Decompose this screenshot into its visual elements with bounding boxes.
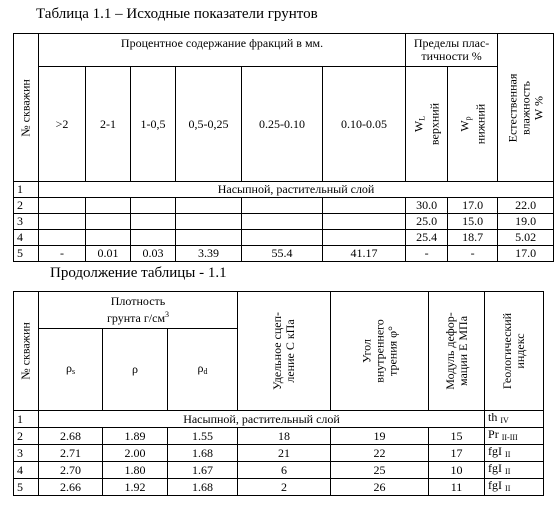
t1-cell	[242, 214, 323, 230]
t1-fraction-0: >2	[39, 67, 86, 182]
t1-cell: 3.39	[176, 246, 242, 262]
t1-cell: 0.01	[86, 246, 131, 262]
t1-header-fractions: Процентное содержание фракций в мм.	[39, 34, 406, 67]
t2-cell: 1.80	[103, 462, 168, 479]
t2-cell-index: fgI $_{II}$	[485, 445, 544, 462]
t1-cell: 41.17	[323, 246, 406, 262]
table-row	[14, 198, 554, 214]
t2-cell: 10	[429, 462, 485, 479]
t2-cell-index: fgI $_{II}$	[485, 479, 544, 496]
table-row	[14, 230, 554, 246]
table-row	[14, 246, 554, 262]
t2-cell: 1.55	[168, 428, 238, 445]
t1-cell: 4	[14, 230, 39, 246]
table1-title: Таблица 1.1 – Исходные показатели грунтов	[36, 6, 318, 22]
t2-cell: 2.70	[39, 462, 103, 479]
t2-cell: 1.92	[103, 479, 168, 496]
t1-cell: 15.0	[448, 214, 498, 230]
table-row	[14, 428, 544, 445]
t2-row1-index: th $_{IV}$	[485, 411, 544, 428]
t1-cell	[39, 230, 86, 246]
t2-header-modulus: Модуль дефор- мации Е МПа	[429, 292, 485, 411]
t2-cell: 26	[331, 479, 429, 496]
table-row	[14, 479, 544, 496]
t2-cell: 1.89	[103, 428, 168, 445]
t2-cell: 2	[14, 428, 39, 445]
t2-header-well: № скважин	[14, 292, 39, 411]
t1-row1-well: 1	[14, 182, 39, 198]
t1-cell	[86, 198, 131, 214]
t1-header-plasticity: Пределы плас- тичности %	[406, 34, 498, 67]
t2-header-cohesion: Удельное сцеп- ление С кПа	[238, 292, 331, 411]
t2-cell: 2.00	[103, 445, 168, 462]
t1-cell: 30.0	[406, 198, 448, 214]
t1-row1-fill: Насыпной, растительный слой	[39, 182, 554, 198]
t1-cell	[242, 230, 323, 246]
t1-cell: -	[448, 246, 498, 262]
table2-title: Продолжение таблицы - 1.1	[50, 265, 227, 281]
t1-cell: 2	[14, 198, 39, 214]
t2-cell: 2.68	[39, 428, 103, 445]
t1-cell	[176, 214, 242, 230]
t1-cell	[176, 198, 242, 214]
t1-cell: 25.4	[406, 230, 448, 246]
t2-header-rho-s: $\rho_s$	[39, 329, 103, 411]
t1-cell: 19.0	[498, 214, 554, 230]
t1-cell: 55.4	[242, 246, 323, 262]
t1-cell	[242, 198, 323, 214]
t1-cell	[86, 230, 131, 246]
table2	[13, 291, 544, 496]
t2-cell: 2	[238, 479, 331, 496]
t1-cell	[131, 198, 176, 214]
t2-cell: 17	[429, 445, 485, 462]
t1-header-natural-moisture: Естественная влажность W %	[498, 34, 554, 182]
t2-cell: 1.68	[168, 479, 238, 496]
t2-cell: 1.68	[168, 445, 238, 462]
t1-cell	[323, 198, 406, 214]
t2-cell-index: fgI $_{II}$	[485, 462, 544, 479]
table-row	[14, 182, 554, 198]
t2-cell-index: Pr $_{II-III}$	[485, 428, 544, 445]
table1	[13, 33, 554, 262]
t2-header-friction-angle: Угол внутреннего трения φ°	[331, 292, 429, 411]
t1-header-well: № скважин	[14, 34, 39, 182]
t2-header-rho-d: $\rho_d$	[168, 329, 238, 411]
t1-cell: 25.0	[406, 214, 448, 230]
table-row	[14, 445, 544, 462]
t2-cell: 18	[238, 428, 331, 445]
t1-cell: 17.0	[448, 198, 498, 214]
t2-cell: 21	[238, 445, 331, 462]
t1-cell: 5.02	[498, 230, 554, 246]
t1-fraction-1: 2-1	[86, 67, 131, 182]
t1-cell: 18.7	[448, 230, 498, 246]
t2-cell: 5	[14, 479, 39, 496]
t1-cell: 22.0	[498, 198, 554, 214]
t1-fraction-2: 1-0,5	[131, 67, 176, 182]
t1-cell	[176, 230, 242, 246]
t1-fraction-5: 0.10-0.05	[323, 67, 406, 182]
t2-cell: 25	[331, 462, 429, 479]
t2-cell: 22	[331, 445, 429, 462]
t1-cell: -	[39, 246, 86, 262]
t1-fraction-3: 0,5-0,25	[176, 67, 242, 182]
t2-header-rho: ρ	[103, 329, 168, 411]
table-row	[14, 411, 544, 428]
t2-cell: 11	[429, 479, 485, 496]
t2-cell: 1.67	[168, 462, 238, 479]
t1-header-wp: $W_p$ нижний	[448, 67, 498, 182]
t1-cell: 17.0	[498, 246, 554, 262]
t1-fraction-4: 0.25-0.10	[242, 67, 323, 182]
t2-header-geo-index: Геологический индекс	[485, 292, 544, 411]
t2-row1-well: 1	[14, 411, 39, 428]
t1-cell: -	[406, 246, 448, 262]
t2-cell: 2.71	[39, 445, 103, 462]
t1-cell	[323, 214, 406, 230]
t1-cell	[131, 230, 176, 246]
t2-cell: 4	[14, 462, 39, 479]
table-row	[14, 462, 544, 479]
t1-cell	[131, 214, 176, 230]
t2-header-density: Плотность грунта $г/см^3$	[39, 292, 238, 329]
t2-row1-fill: Насыпной, растительный слой	[39, 411, 485, 428]
t1-cell	[39, 198, 86, 214]
t1-cell	[86, 214, 131, 230]
t1-cell: 0.03	[131, 246, 176, 262]
t1-header-wl: $W_L$ верхний	[406, 67, 448, 182]
table-row	[14, 214, 554, 230]
t2-cell: 15	[429, 428, 485, 445]
t1-cell: 3	[14, 214, 39, 230]
t1-cell	[39, 214, 86, 230]
t1-cell: 5	[14, 246, 39, 262]
t2-cell: 3	[14, 445, 39, 462]
t2-cell: 19	[331, 428, 429, 445]
t2-cell: 6	[238, 462, 331, 479]
t2-cell: 2.66	[39, 479, 103, 496]
t1-cell	[323, 230, 406, 246]
